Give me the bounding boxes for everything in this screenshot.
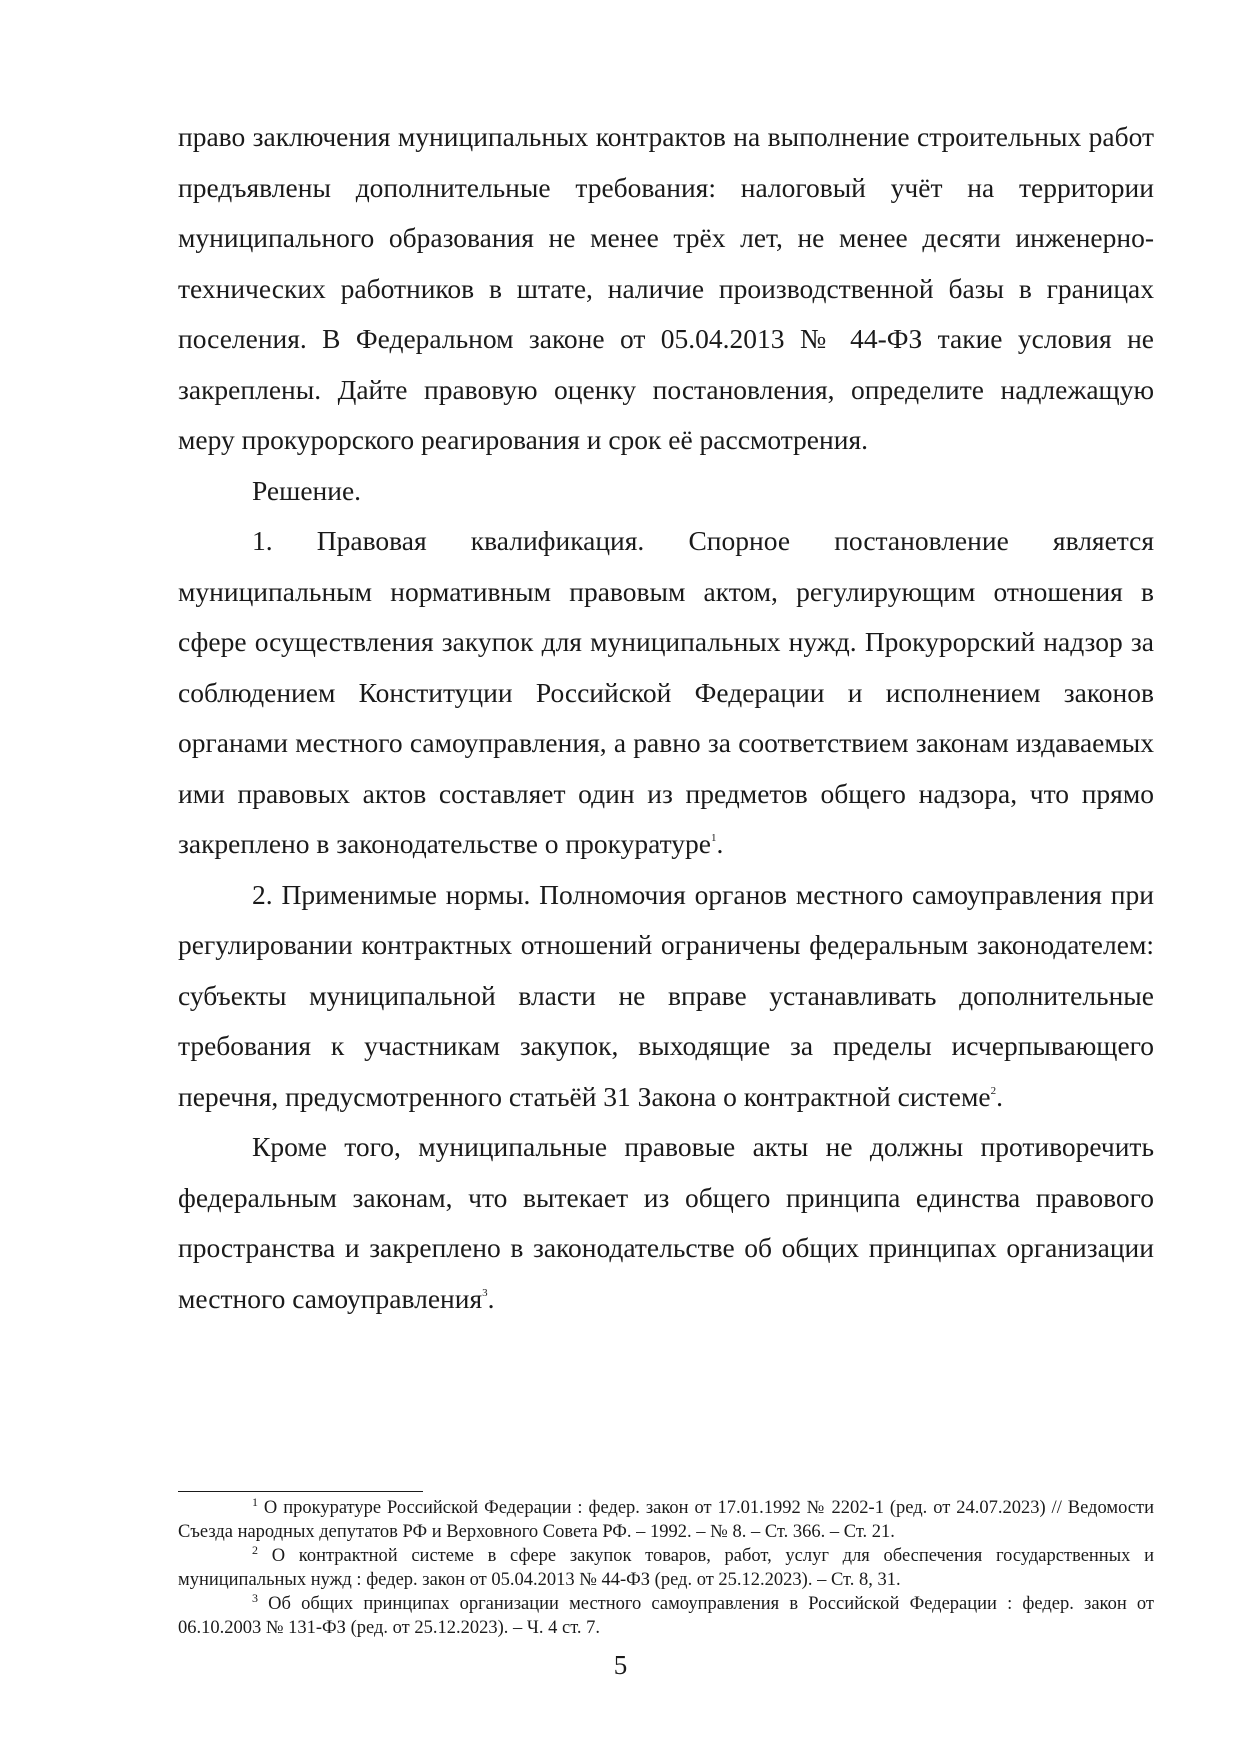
paragraph-end: . [716, 828, 724, 859]
footnote-text-1: О прокуратуре Российской Федерации : федер. закон от 17.01.1992 № 2202-1 (ред. от 24.07.2023) // Ведомости Съезда народных депутатов РФ и Верховного Совета РФ. – 1992. – № 8. – Ст. 366. – Ст. 21. [178, 1498, 1154, 1542]
paragraph-task-continuation: право заключения муниципальных контрактов на выполнение строительных работ предъявлены дополнительные требования: налоговый учёт на территории муниципального образования не менее трёх лет, не менее десяти инженерно-технических работников в штате, наличие производственной базы в границах поселения. В Федеральном законе от 05.04.2013 № 44-ФЗ такие условия не закреплены. Дайте правовую оценку постановления, определите надлежащую меру прокурорского реагирования и срок её рассмотрения. [178, 121, 1154, 455]
paragraph-legal-qualification [178, 516, 1154, 870]
paragraph-text: 2. Применимые нормы. Полномочия органов местного самоуправления при регулировании контрактных отношений ограничены федеральным законодателем: субъекты муниципальной власти не вправе устанавливать дополнительные требования к участникам закупок, выходящие за пределы исчерпывающего перечня, предусмотренного статьёй 31 Закона о контрактной системе [178, 878, 1154, 1112]
paragraph-applicable-norms [178, 870, 1154, 1123]
page-number: 5 [613, 1650, 628, 1680]
footnote-ref-1[interactable]: 1 [710, 832, 717, 844]
footnote-marker-1: 1 [252, 1495, 258, 1509]
footnote-separator [178, 1491, 423, 1492]
footnote-1 [178, 1496, 1154, 1544]
paragraph-text: 1. Правовая квалификация. Спорное постановление является муниципальным нормативным правовым актом, регулирующим отношения в сфере осуществления закупок для муниципальных нужд. Прокурорский надзор за соблюдением Конституции Российской Федерации и исполнением законов органами местного самоуправления, а равно за соответствием законам издаваемых ими правовых актов составляет один из предметов общего надзора, что прямо закреплено в законодательстве о прокуратуре [178, 525, 1154, 859]
paragraph-text: Кроме того, муниципальные правовые акты не должны противоречить федеральным законам, что вытекает из общего принципа единства правового пространства и закреплено в законодательстве об общих принципах организации местного самоуправления [178, 1131, 1154, 1314]
paragraph-end: . [487, 1282, 495, 1314]
footnote-text-2: О контрактной системе в сфере закупок товаров, работ, услуг для обеспечения государственных и муниципальных нужд : федер. закон от 05.04.2013 № 44-ФЗ (ред. от 25.12.2023). – Ст. 8, 31. [178, 1546, 1154, 1590]
footnote-2 [178, 1544, 1154, 1592]
paragraph-solution-heading: Решение. [252, 474, 362, 506]
footnote-ref-2[interactable]: 2 [990, 1084, 997, 1097]
footnote-marker-2: 2 [252, 1543, 258, 1557]
footnote-3 [178, 1592, 1154, 1640]
footnote-marker-3: 3 [252, 1591, 258, 1605]
footnotes [178, 1496, 1154, 1640]
main-text [178, 112, 1154, 1324]
footnote-ref-3[interactable]: 3 [482, 1286, 488, 1299]
footnote-text-3: Об общих принципах организации местного самоуправления в Российской Федерации : федер. закон от 06.10.2003 № 131-ФЗ (ред. от 25.12.2023). – Ч. 4 ст. 7. [178, 1594, 1154, 1638]
paragraph-end: . [996, 1080, 1003, 1112]
paragraph-additionally [178, 1122, 1154, 1324]
